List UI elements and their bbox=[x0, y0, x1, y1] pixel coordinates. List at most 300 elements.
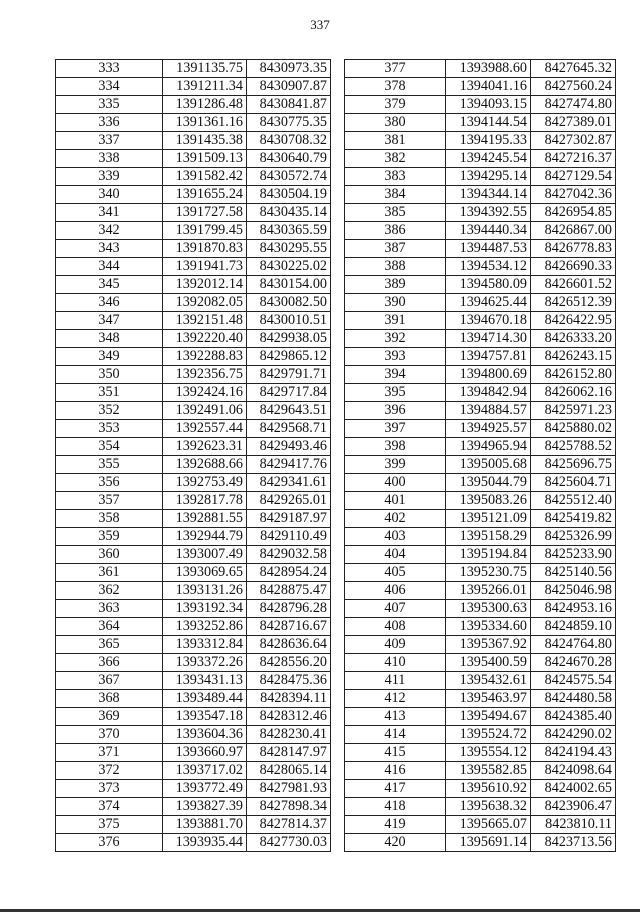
table-row bbox=[56, 276, 331, 294]
y-coordinate-cell: 8423810.11 bbox=[531, 816, 616, 834]
point-number-cell: 340 bbox=[56, 186, 163, 204]
y-coordinate-cell: 8428716.67 bbox=[247, 618, 331, 636]
point-number-cell: 409 bbox=[345, 636, 446, 654]
x-coordinate-cell: 1394800.69 bbox=[446, 366, 531, 384]
x-coordinate-cell: 1392557.44 bbox=[163, 420, 247, 438]
table-row bbox=[56, 564, 331, 582]
point-number-cell: 341 bbox=[56, 204, 163, 222]
y-coordinate-cell: 8424385.40 bbox=[531, 708, 616, 726]
table-row bbox=[345, 276, 616, 294]
y-coordinate-cell: 8423713.56 bbox=[531, 834, 616, 852]
x-coordinate-cell: 1394295.14 bbox=[446, 168, 531, 186]
point-number-cell: 408 bbox=[345, 618, 446, 636]
y-coordinate-cell: 8424290.02 bbox=[531, 726, 616, 744]
x-coordinate-cell: 1394842.94 bbox=[446, 384, 531, 402]
point-number-cell: 356 bbox=[56, 474, 163, 492]
y-coordinate-cell: 8428954.24 bbox=[247, 564, 331, 582]
y-coordinate-cell: 8425971.23 bbox=[531, 402, 616, 420]
y-coordinate-cell: 8426062.16 bbox=[531, 384, 616, 402]
table-row bbox=[56, 672, 331, 690]
x-coordinate-cell: 1395230.75 bbox=[446, 564, 531, 582]
point-number-cell: 359 bbox=[56, 528, 163, 546]
x-coordinate-cell: 1393935.44 bbox=[163, 834, 247, 852]
point-number-cell: 357 bbox=[56, 492, 163, 510]
y-coordinate-cell: 8430082.50 bbox=[247, 294, 331, 312]
y-coordinate-cell: 8424859.10 bbox=[531, 618, 616, 636]
point-number-cell: 414 bbox=[345, 726, 446, 744]
table-row bbox=[56, 168, 331, 186]
table-row bbox=[56, 366, 331, 384]
table-row bbox=[56, 834, 331, 852]
x-coordinate-cell: 1394580.09 bbox=[446, 276, 531, 294]
point-number-cell: 355 bbox=[56, 456, 163, 474]
point-number-cell: 372 bbox=[56, 762, 163, 780]
point-number-cell: 420 bbox=[345, 834, 446, 852]
table-row bbox=[56, 528, 331, 546]
page-number: 337 bbox=[310, 17, 330, 32]
point-number-cell: 373 bbox=[56, 780, 163, 798]
point-number-cell: 412 bbox=[345, 690, 446, 708]
x-coordinate-cell: 1395463.97 bbox=[446, 690, 531, 708]
table-row bbox=[56, 510, 331, 528]
x-coordinate-cell: 1392151.48 bbox=[163, 312, 247, 330]
x-coordinate-cell: 1392881.55 bbox=[163, 510, 247, 528]
table-row bbox=[56, 384, 331, 402]
y-coordinate-cell: 8428230.41 bbox=[247, 726, 331, 744]
y-coordinate-cell: 8428636.64 bbox=[247, 636, 331, 654]
x-coordinate-cell: 1393372.26 bbox=[163, 654, 247, 672]
point-number-cell: 376 bbox=[56, 834, 163, 852]
x-coordinate-cell: 1394041.16 bbox=[446, 78, 531, 96]
x-coordinate-cell: 1395044.79 bbox=[446, 474, 531, 492]
y-coordinate-cell: 8425788.52 bbox=[531, 438, 616, 456]
point-number-cell: 386 bbox=[345, 222, 446, 240]
y-coordinate-cell: 8430504.19 bbox=[247, 186, 331, 204]
y-coordinate-cell: 8425419.82 bbox=[531, 510, 616, 528]
x-coordinate-cell: 1394093.15 bbox=[446, 96, 531, 114]
point-number-cell: 388 bbox=[345, 258, 446, 276]
y-coordinate-cell: 8427730.03 bbox=[247, 834, 331, 852]
y-coordinate-cell: 8430640.79 bbox=[247, 150, 331, 168]
table-row bbox=[345, 726, 616, 744]
point-number-cell: 351 bbox=[56, 384, 163, 402]
table-row bbox=[56, 150, 331, 168]
x-coordinate-cell: 1394625.44 bbox=[446, 294, 531, 312]
table-row bbox=[345, 474, 616, 492]
table-row bbox=[345, 222, 616, 240]
x-coordinate-cell: 1394344.14 bbox=[446, 186, 531, 204]
x-coordinate-cell: 1393717.02 bbox=[163, 762, 247, 780]
y-coordinate-cell: 8429643.51 bbox=[247, 402, 331, 420]
table-row bbox=[345, 312, 616, 330]
point-number-cell: 369 bbox=[56, 708, 163, 726]
y-coordinate-cell: 8426422.95 bbox=[531, 312, 616, 330]
table-row bbox=[56, 582, 331, 600]
y-coordinate-cell: 8430841.87 bbox=[247, 96, 331, 114]
y-coordinate-cell: 8427302.87 bbox=[531, 132, 616, 150]
point-number-cell: 362 bbox=[56, 582, 163, 600]
x-coordinate-cell: 1392491.06 bbox=[163, 402, 247, 420]
y-coordinate-cell: 8425326.99 bbox=[531, 528, 616, 546]
x-coordinate-cell: 1394925.57 bbox=[446, 420, 531, 438]
x-coordinate-cell: 1393660.97 bbox=[163, 744, 247, 762]
y-coordinate-cell: 8427129.54 bbox=[531, 168, 616, 186]
point-number-cell: 346 bbox=[56, 294, 163, 312]
table-row bbox=[345, 384, 616, 402]
y-coordinate-cell: 8426867.00 bbox=[531, 222, 616, 240]
x-coordinate-cell: 1391435.38 bbox=[163, 132, 247, 150]
point-number-cell: 365 bbox=[56, 636, 163, 654]
point-number-cell: 378 bbox=[345, 78, 446, 96]
y-coordinate-cell: 8425233.90 bbox=[531, 546, 616, 564]
point-number-cell: 419 bbox=[345, 816, 446, 834]
point-number-cell: 390 bbox=[345, 294, 446, 312]
table-row bbox=[345, 618, 616, 636]
x-coordinate-cell: 1394714.30 bbox=[446, 330, 531, 348]
y-coordinate-cell: 8429110.49 bbox=[247, 528, 331, 546]
y-coordinate-cell: 8423906.47 bbox=[531, 798, 616, 816]
table-row bbox=[345, 762, 616, 780]
point-number-cell: 389 bbox=[345, 276, 446, 294]
table-row bbox=[56, 636, 331, 654]
table-row bbox=[345, 402, 616, 420]
x-coordinate-cell: 1394884.57 bbox=[446, 402, 531, 420]
point-number-cell: 406 bbox=[345, 582, 446, 600]
table-row bbox=[345, 132, 616, 150]
point-number-cell: 418 bbox=[345, 798, 446, 816]
y-coordinate-cell: 8427474.80 bbox=[531, 96, 616, 114]
table-row bbox=[56, 726, 331, 744]
table-row bbox=[56, 222, 331, 240]
table-row bbox=[345, 114, 616, 132]
x-coordinate-cell: 1394245.54 bbox=[446, 150, 531, 168]
x-coordinate-cell: 1395121.09 bbox=[446, 510, 531, 528]
point-number-cell: 374 bbox=[56, 798, 163, 816]
x-coordinate-cell: 1393547.18 bbox=[163, 708, 247, 726]
point-number-cell: 416 bbox=[345, 762, 446, 780]
table-row bbox=[56, 780, 331, 798]
y-coordinate-cell: 8425880.02 bbox=[531, 420, 616, 438]
x-coordinate-cell: 1391135.75 bbox=[163, 60, 247, 78]
point-number-cell: 337 bbox=[56, 132, 163, 150]
x-coordinate-cell: 1392944.79 bbox=[163, 528, 247, 546]
x-coordinate-cell: 1395194.84 bbox=[446, 546, 531, 564]
y-coordinate-cell: 8430365.59 bbox=[247, 222, 331, 240]
x-coordinate-cell: 1393312.84 bbox=[163, 636, 247, 654]
x-coordinate-cell: 1395367.92 bbox=[446, 636, 531, 654]
point-number-cell: 401 bbox=[345, 492, 446, 510]
y-coordinate-cell: 8429865.12 bbox=[247, 348, 331, 366]
table-row bbox=[345, 510, 616, 528]
x-coordinate-cell: 1393069.65 bbox=[163, 564, 247, 582]
x-coordinate-cell: 1394144.54 bbox=[446, 114, 531, 132]
y-coordinate-cell: 8426512.39 bbox=[531, 294, 616, 312]
table-row bbox=[345, 582, 616, 600]
x-coordinate-cell: 1394965.94 bbox=[446, 438, 531, 456]
table-row bbox=[345, 492, 616, 510]
point-number-cell: 354 bbox=[56, 438, 163, 456]
table-row bbox=[56, 798, 331, 816]
x-coordinate-cell: 1395691.14 bbox=[446, 834, 531, 852]
table-row bbox=[56, 258, 331, 276]
y-coordinate-cell: 8430775.35 bbox=[247, 114, 331, 132]
y-coordinate-cell: 8430010.51 bbox=[247, 312, 331, 330]
point-number-cell: 385 bbox=[345, 204, 446, 222]
x-coordinate-cell: 1391727.58 bbox=[163, 204, 247, 222]
point-number-cell: 335 bbox=[56, 96, 163, 114]
x-coordinate-cell: 1393881.70 bbox=[163, 816, 247, 834]
x-coordinate-cell: 1395610.92 bbox=[446, 780, 531, 798]
x-coordinate-cell: 1395400.59 bbox=[446, 654, 531, 672]
table-row bbox=[56, 294, 331, 312]
y-coordinate-cell: 8428875.47 bbox=[247, 582, 331, 600]
x-coordinate-cell: 1394757.81 bbox=[446, 348, 531, 366]
table-row bbox=[56, 474, 331, 492]
point-number-cell: 383 bbox=[345, 168, 446, 186]
y-coordinate-cell: 8429938.05 bbox=[247, 330, 331, 348]
table-row bbox=[56, 744, 331, 762]
x-coordinate-cell: 1393131.26 bbox=[163, 582, 247, 600]
y-coordinate-cell: 8430973.35 bbox=[247, 60, 331, 78]
y-coordinate-cell: 8427814.37 bbox=[247, 816, 331, 834]
point-number-cell: 399 bbox=[345, 456, 446, 474]
x-coordinate-cell: 1391655.24 bbox=[163, 186, 247, 204]
point-number-cell: 417 bbox=[345, 780, 446, 798]
x-coordinate-cell: 1395494.67 bbox=[446, 708, 531, 726]
table-row bbox=[345, 636, 616, 654]
point-number-cell: 358 bbox=[56, 510, 163, 528]
y-coordinate-cell: 8424670.28 bbox=[531, 654, 616, 672]
point-number-cell: 375 bbox=[56, 816, 163, 834]
table-row bbox=[56, 618, 331, 636]
table-row bbox=[56, 132, 331, 150]
x-coordinate-cell: 1391799.45 bbox=[163, 222, 247, 240]
y-coordinate-cell: 8425696.75 bbox=[531, 456, 616, 474]
x-coordinate-cell: 1391941.73 bbox=[163, 258, 247, 276]
point-number-cell: 343 bbox=[56, 240, 163, 258]
y-coordinate-cell: 8429187.97 bbox=[247, 510, 331, 528]
point-number-cell: 366 bbox=[56, 654, 163, 672]
point-number-cell: 394 bbox=[345, 366, 446, 384]
point-number-cell: 379 bbox=[345, 96, 446, 114]
y-coordinate-cell: 8426243.15 bbox=[531, 348, 616, 366]
x-coordinate-cell: 1391361.16 bbox=[163, 114, 247, 132]
table-row bbox=[345, 690, 616, 708]
table-row bbox=[345, 258, 616, 276]
x-coordinate-cell: 1393192.34 bbox=[163, 600, 247, 618]
point-number-cell: 404 bbox=[345, 546, 446, 564]
x-coordinate-cell: 1395300.63 bbox=[446, 600, 531, 618]
y-coordinate-cell: 8424575.54 bbox=[531, 672, 616, 690]
table-row bbox=[56, 186, 331, 204]
table-row bbox=[56, 78, 331, 96]
x-coordinate-cell: 1392220.40 bbox=[163, 330, 247, 348]
table-row bbox=[345, 78, 616, 96]
table-row bbox=[56, 708, 331, 726]
point-number-cell: 387 bbox=[345, 240, 446, 258]
y-coordinate-cell: 8430708.32 bbox=[247, 132, 331, 150]
table-row bbox=[345, 564, 616, 582]
table-row bbox=[56, 348, 331, 366]
point-number-cell: 382 bbox=[345, 150, 446, 168]
x-coordinate-cell: 1395083.26 bbox=[446, 492, 531, 510]
y-coordinate-cell: 8427560.24 bbox=[531, 78, 616, 96]
x-coordinate-cell: 1394195.33 bbox=[446, 132, 531, 150]
table-row bbox=[56, 762, 331, 780]
point-number-cell: 353 bbox=[56, 420, 163, 438]
x-coordinate-cell: 1395005.68 bbox=[446, 456, 531, 474]
point-number-cell: 380 bbox=[345, 114, 446, 132]
point-number-cell: 364 bbox=[56, 618, 163, 636]
point-number-cell: 361 bbox=[56, 564, 163, 582]
x-coordinate-cell: 1393431.13 bbox=[163, 672, 247, 690]
table-row bbox=[345, 744, 616, 762]
x-coordinate-cell: 1392817.78 bbox=[163, 492, 247, 510]
y-coordinate-cell: 8428394.11 bbox=[247, 690, 331, 708]
point-number-cell: 405 bbox=[345, 564, 446, 582]
table-row bbox=[56, 420, 331, 438]
x-coordinate-cell: 1392288.83 bbox=[163, 348, 247, 366]
point-number-cell: 336 bbox=[56, 114, 163, 132]
y-coordinate-cell: 8424194.43 bbox=[531, 744, 616, 762]
x-coordinate-cell: 1391870.83 bbox=[163, 240, 247, 258]
x-coordinate-cell: 1393604.36 bbox=[163, 726, 247, 744]
x-coordinate-cell: 1391211.34 bbox=[163, 78, 247, 96]
table-row bbox=[56, 114, 331, 132]
x-coordinate-cell: 1395266.01 bbox=[446, 582, 531, 600]
y-coordinate-cell: 8426601.52 bbox=[531, 276, 616, 294]
point-number-cell: 413 bbox=[345, 708, 446, 726]
point-number-cell: 367 bbox=[56, 672, 163, 690]
table-row bbox=[345, 672, 616, 690]
y-coordinate-cell: 8430572.74 bbox=[247, 168, 331, 186]
y-coordinate-cell: 8425512.40 bbox=[531, 492, 616, 510]
table-row bbox=[56, 600, 331, 618]
y-coordinate-cell: 8427645.32 bbox=[531, 60, 616, 78]
x-coordinate-cell: 1392082.05 bbox=[163, 294, 247, 312]
point-number-cell: 371 bbox=[56, 744, 163, 762]
x-coordinate-cell: 1395554.12 bbox=[446, 744, 531, 762]
x-coordinate-cell: 1394534.12 bbox=[446, 258, 531, 276]
x-coordinate-cell: 1394670.18 bbox=[446, 312, 531, 330]
point-number-cell: 402 bbox=[345, 510, 446, 528]
point-number-cell: 384 bbox=[345, 186, 446, 204]
table-row bbox=[345, 60, 616, 78]
table-row bbox=[345, 96, 616, 114]
y-coordinate-cell: 8424098.64 bbox=[531, 762, 616, 780]
y-coordinate-cell: 8425140.56 bbox=[531, 564, 616, 582]
table-row bbox=[345, 456, 616, 474]
point-number-cell: 407 bbox=[345, 600, 446, 618]
y-coordinate-cell: 8425604.71 bbox=[531, 474, 616, 492]
table-row bbox=[345, 348, 616, 366]
point-number-cell: 395 bbox=[345, 384, 446, 402]
y-coordinate-cell: 8427042.36 bbox=[531, 186, 616, 204]
point-number-cell: 410 bbox=[345, 654, 446, 672]
x-coordinate-cell: 1391509.13 bbox=[163, 150, 247, 168]
point-number-cell: 415 bbox=[345, 744, 446, 762]
table-row bbox=[345, 204, 616, 222]
point-number-cell: 345 bbox=[56, 276, 163, 294]
y-coordinate-cell: 8427389.01 bbox=[531, 114, 616, 132]
point-number-cell: 397 bbox=[345, 420, 446, 438]
coordinates-table-left bbox=[55, 59, 331, 852]
y-coordinate-cell: 8424953.16 bbox=[531, 600, 616, 618]
table-row bbox=[345, 420, 616, 438]
x-coordinate-cell: 1393988.60 bbox=[446, 60, 531, 78]
table-row bbox=[56, 654, 331, 672]
table-row bbox=[345, 780, 616, 798]
table-row bbox=[345, 798, 616, 816]
table-row bbox=[345, 240, 616, 258]
table-row bbox=[345, 294, 616, 312]
y-coordinate-cell: 8430907.87 bbox=[247, 78, 331, 96]
point-number-cell: 392 bbox=[345, 330, 446, 348]
point-number-cell: 400 bbox=[345, 474, 446, 492]
point-number-cell: 368 bbox=[56, 690, 163, 708]
x-coordinate-cell: 1395524.72 bbox=[446, 726, 531, 744]
y-coordinate-cell: 8427216.37 bbox=[531, 150, 616, 168]
y-coordinate-cell: 8429717.84 bbox=[247, 384, 331, 402]
point-number-cell: 363 bbox=[56, 600, 163, 618]
y-coordinate-cell: 8425046.98 bbox=[531, 582, 616, 600]
x-coordinate-cell: 1393772.49 bbox=[163, 780, 247, 798]
y-coordinate-cell: 8426333.20 bbox=[531, 330, 616, 348]
y-coordinate-cell: 8427898.34 bbox=[247, 798, 331, 816]
x-coordinate-cell: 1392753.49 bbox=[163, 474, 247, 492]
y-coordinate-cell: 8426690.33 bbox=[531, 258, 616, 276]
x-coordinate-cell: 1392688.66 bbox=[163, 456, 247, 474]
table-row bbox=[345, 168, 616, 186]
point-number-cell: 342 bbox=[56, 222, 163, 240]
table-row bbox=[56, 96, 331, 114]
y-coordinate-cell: 8428312.46 bbox=[247, 708, 331, 726]
table-row bbox=[345, 708, 616, 726]
point-number-cell: 360 bbox=[56, 546, 163, 564]
point-number-cell: 352 bbox=[56, 402, 163, 420]
table-row bbox=[345, 654, 616, 672]
x-coordinate-cell: 1392012.14 bbox=[163, 276, 247, 294]
point-number-cell: 411 bbox=[345, 672, 446, 690]
point-number-cell: 396 bbox=[345, 402, 446, 420]
coordinates-table-right bbox=[344, 59, 616, 852]
y-coordinate-cell: 8429341.61 bbox=[247, 474, 331, 492]
x-coordinate-cell: 1395334.60 bbox=[446, 618, 531, 636]
table-row bbox=[345, 816, 616, 834]
table-row bbox=[56, 402, 331, 420]
point-number-cell: 381 bbox=[345, 132, 446, 150]
y-coordinate-cell: 8429568.71 bbox=[247, 420, 331, 438]
y-coordinate-cell: 8426954.85 bbox=[531, 204, 616, 222]
point-number-cell: 403 bbox=[345, 528, 446, 546]
y-coordinate-cell: 8430154.00 bbox=[247, 276, 331, 294]
y-coordinate-cell: 8427981.93 bbox=[247, 780, 331, 798]
x-coordinate-cell: 1393489.44 bbox=[163, 690, 247, 708]
point-number-cell: 377 bbox=[345, 60, 446, 78]
x-coordinate-cell: 1394487.53 bbox=[446, 240, 531, 258]
table-row bbox=[345, 438, 616, 456]
table-row bbox=[345, 834, 616, 852]
y-coordinate-cell: 8429265.01 bbox=[247, 492, 331, 510]
y-coordinate-cell: 8426778.83 bbox=[531, 240, 616, 258]
table-row bbox=[56, 240, 331, 258]
point-number-cell: 398 bbox=[345, 438, 446, 456]
point-number-cell: 349 bbox=[56, 348, 163, 366]
x-coordinate-cell: 1395158.29 bbox=[446, 528, 531, 546]
y-coordinate-cell: 8424480.58 bbox=[531, 690, 616, 708]
x-coordinate-cell: 1395432.61 bbox=[446, 672, 531, 690]
x-coordinate-cell: 1395665.07 bbox=[446, 816, 531, 834]
